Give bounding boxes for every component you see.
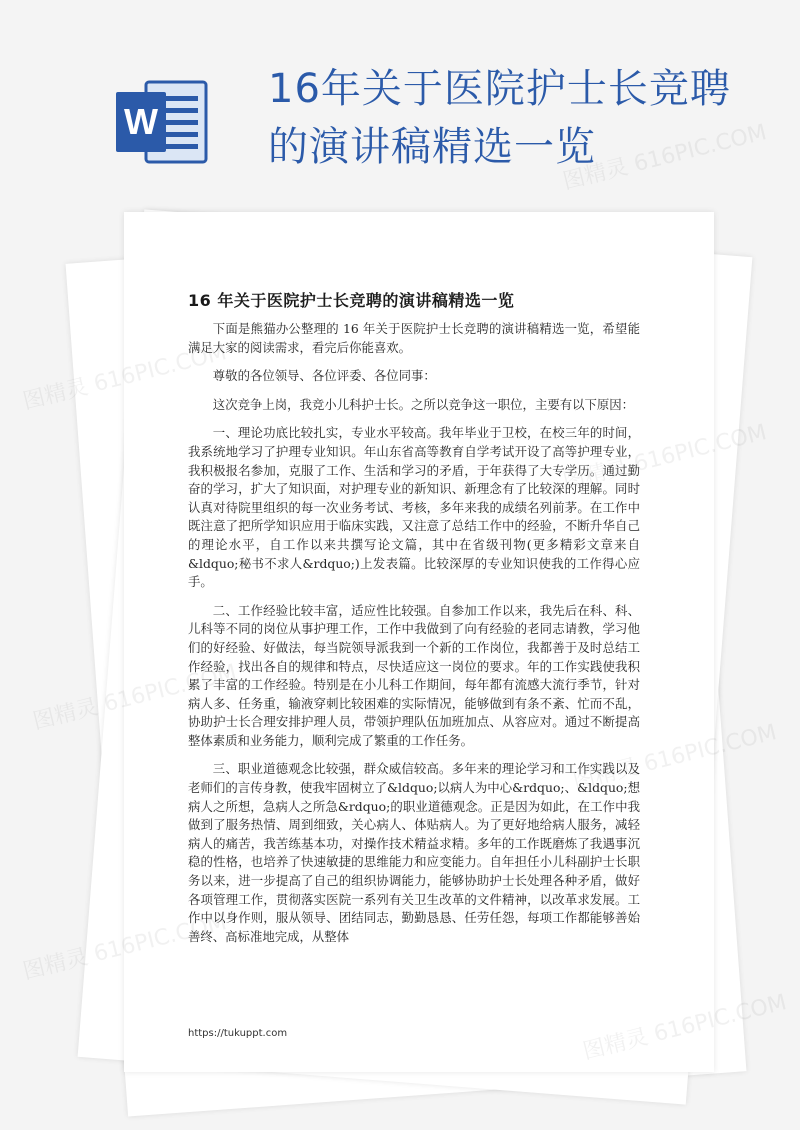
paragraph: 三、职业道德观念比较强，群众威信较高。多年来的理论学习和工作实践以及老师们的言传身教，使我牢固树立了&ldquo;以病人为中心&rdquo;、&ldquo;想病人之所想，急病人之所急&rdquo;的职业道德观念。正是因为如此，在工作中我做到了服务热情、周到细致，关心病人、体贴病人。为了更好地给病人服务，减轻病人的痛苦，我苦练基本功，对操作技术精益求精。多年的工作既磨炼了我遇事沉稳的性格，也培养了快速敏捷的思维能力和应变能力。自年担任小儿科副护士长职务以来，进一步提高了自己的组织协调能力，能够协助护士长处理各种矛盾，做好各项管理工作，贯彻落实医院一系列有关卫生改革的文件精神，以改革求发展。工作中以身作则，服从领导、团结同志，勤勤恳恳、任劳任怨，每项工作都能够善始善终、高标准地完成，从整体 [188, 761, 640, 944]
paragraph: 这次竞争上岗，我竞小儿科护士长。之所以竞争这一职位，主要有以下原因： [212, 396, 635, 412]
watermark: 图精灵 616PIC.COM [560, 120, 770, 195]
watermark: 图精灵 [20, 374, 91, 415]
paragraph: 二、工作经验比较丰富，适应性比较强。自参加工作以来，我先后在科、科、儿科等不同的岗位从事护理工作，工作中我做到了向有经验的老同志请教，学习他们的好经验、好做法，每当院领导派我到一个新的工作岗位，我都善于及时总结工作经验，找出各自的规律和特点，尽快适应这一岗位的要求。年的工作实践使我积累了丰富的工作经验。特别是在小儿科工作期间，每年都有流感大流行季节，针对病人多、任务重，输液穿刺比较困难的实际情况，能够做到有条不紊、忙而不乱，协助护士长合理安排护理人员，带领护理队伍加班加点、从容应对。通过不断提高整体素质和业务能力，顺利完成了繁重的工作任务。 [188, 602, 640, 748]
paragraph: 尊敬的各位领导、各位评委、各位同事： [212, 368, 436, 384]
paragraph: 一、理论功底比较扎实，专业水平较高。我年毕业于卫校，在校三年的时间，我系统地学习了护理专业知识。年山东省高等教育自学考试开设了高等护理专业，我积极报名参加，克服了工作、生活和学习的矛盾，于年获得了大专学历。通过勤奋的学习，扩大了知识面，对护理专业的新知识、新理念有了比较深的理解。同时认真对待院里组织的每一次业务考试、考核，多年来我的成绩名列前茅。在工作中既注意了把所学知识应用于临床实践，又注意了总结工作中的经验，不断升华自己的理论水平，自工作以来共撰写论文篇，其中在省级刊物(更多精彩文章来自&ldquo;秘书不求人&rdquo;)上发表篇。比较深厚的专业知识使我的工作得心应手。 [188, 425, 640, 590]
document-page [124, 212, 714, 1072]
word-document-icon [112, 72, 212, 172]
document-title: 16 年关于医院护士长竞聘的演讲稿精选一览 [188, 291, 515, 310]
source-url[interactable]: https://tukuppt.com [188, 1028, 288, 1039]
paragraph: 下面是熊猫办公整理的 16 年关于医院护士长竞聘的演讲稿精选一览，希望能满足大家的阅读需求，看完后你能喜欢。 [188, 321, 640, 355]
watermark: 图精灵 [30, 694, 101, 735]
document-body [188, 320, 640, 956]
svg-text:W: W [124, 101, 158, 142]
watermark: 图精灵 [20, 944, 91, 985]
page-title: 16年关于医院护士长竞聘的演讲稿精选一览 [268, 66, 731, 170]
